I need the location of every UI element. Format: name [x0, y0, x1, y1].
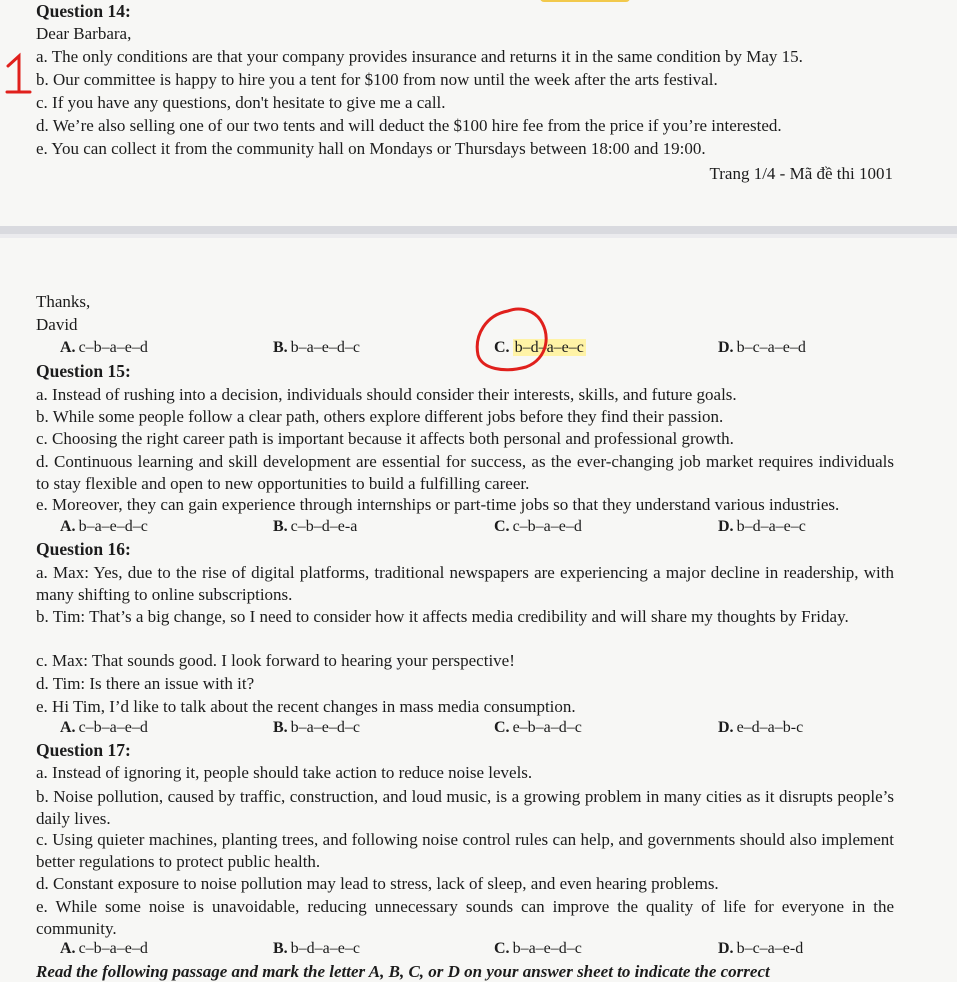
q17-line-e: e. While some noise is unavoidable, reducing unnecessary sounds can improve the quality of life for everyone in the community. — [36, 897, 894, 938]
q14-closing: Thanks, — [36, 292, 91, 311]
q16-line-c: c. Max: That sounds good. I look forward to hearing your perspective! — [36, 651, 515, 670]
q16-option-b[interactable] — [273, 719, 360, 737]
option-letter: A. — [60, 339, 76, 356]
option-letter: D. — [718, 339, 734, 356]
q16-option-a[interactable] — [60, 719, 148, 737]
option-text: b–c–a–e–d — [736, 339, 806, 356]
q17-option-c[interactable] — [494, 940, 582, 958]
q14-line-b: b. Our committee is happy to hire you a tent for $100 from now until the week after the arts festival. — [36, 70, 718, 89]
option-letter: A. — [60, 940, 76, 957]
option-text: c–b–a–e–d — [78, 339, 148, 356]
q17-line-c: c. Using quieter machines, planting trees, and following noise control rules can help, and governments should also implement better regulations to protect public health. — [36, 830, 894, 871]
top-highlight-mark — [540, 0, 630, 2]
q15-line-e: e. Moreover, they can gain experience through internships or part-time jobs so that they understand various industries. — [36, 495, 840, 514]
q15-line-b: b. While some people follow a clear path, others explore different jobs before they find their passion. — [36, 407, 724, 426]
option-text: c–b–a–e–d — [512, 518, 582, 535]
option-letter: B. — [273, 518, 288, 535]
q16-line-b: b. Tim: That’s a big change, so I need to consider how it affects media credibility and will share my thoughts by Friday. — [36, 607, 849, 626]
q15-line-c: c. Choosing the right career path is important because it affects both personal and professional growth. — [36, 429, 734, 448]
option-letter: D. — [718, 719, 734, 736]
q16-line-a: a. Max: Yes, due to the rise of digital platforms, traditional newspapers are experiencing a major decline in readership, with many shifting to online subscriptions. — [36, 563, 894, 604]
option-text: c–b–d–e-a — [290, 518, 358, 535]
q17-line-b: b. Noise pollution, caused by traffic, construction, and loud music, is a growing problem in many cities as it disrupts people’s daily lives. — [36, 787, 894, 828]
option-text: b–a–e–d–c — [78, 518, 148, 535]
q14-option-b[interactable] — [273, 339, 360, 357]
q15-option-b[interactable] — [273, 518, 357, 536]
option-letter: C. — [494, 339, 510, 356]
q17-line-d: d. Constant exposure to noise pollution may lead to stress, lack of sleep, and even hearing problems. — [36, 874, 719, 893]
page-footer: Trang 1/4 - Mã đề thi 1001 — [709, 164, 893, 183]
q16-option-c[interactable] — [494, 719, 582, 737]
q15-option-d[interactable] — [718, 518, 806, 536]
option-letter: C. — [494, 719, 510, 736]
option-letter: C. — [494, 940, 510, 957]
option-text: b–a–e–d–c — [290, 339, 360, 356]
option-letter: D. — [718, 518, 734, 535]
option-text: e–b–a–d–c — [512, 719, 582, 736]
option-text: b–d–a–e–c — [290, 940, 360, 957]
q15-line-d: d. Continuous learning and skill development are essential for success, as the ever-changing job market requires individuals to stay flexible and open to new opportunities to build a fulfilling career. — [36, 452, 894, 493]
q14-option-a[interactable] — [60, 339, 148, 357]
option-text: b–d–a–e–c — [514, 339, 584, 356]
option-letter: D. — [718, 940, 734, 957]
q14-line-e: e. You can collect it from the community hall on Mondays or Thursdays between 18:00 and 19:00. — [36, 139, 706, 158]
option-text: b–c–a–e-d — [736, 940, 804, 957]
option-letter: B. — [273, 719, 288, 736]
q17-option-a[interactable] — [60, 940, 148, 958]
q14-line-c: c. If you have any questions, don't hesitate to give me a call. — [36, 93, 446, 112]
q17-line-a: a. Instead of ignoring it, people should take action to reduce noise levels. — [36, 763, 533, 782]
q17-option-d[interactable] — [718, 940, 803, 958]
question-15-heading: Question 15: — [36, 361, 131, 381]
page-break-shadow — [0, 234, 957, 238]
question-17-heading: Question 17: — [36, 740, 131, 760]
reading-instruction: Read the following passage and mark the letter A, B, C, or D on your answer sheet to indicate the correct — [36, 962, 770, 981]
page-break-band — [0, 226, 957, 234]
q16-line-e: e. Hi Tim, I’d like to talk about the recent changes in mass media consumption. — [36, 697, 576, 716]
option-text: b–d–a–e–c — [736, 518, 806, 535]
option-text: b–a–e–d–c — [512, 940, 582, 957]
q14-signature: David — [36, 315, 78, 334]
question-14-heading: Question 14: — [36, 1, 131, 21]
q14-line-d: d. We’re also selling one of our two tents and will deduct the $100 hire fee from the price if you’re interested. — [36, 116, 782, 135]
option-text: c–b–a–e–d — [78, 719, 148, 736]
option-text: e–d–a–b-c — [736, 719, 804, 736]
q14-greeting: Dear Barbara, — [36, 24, 132, 43]
handwritten-number-annotation — [2, 52, 32, 96]
q14-option-d[interactable] — [718, 339, 806, 357]
option-letter: A. — [60, 518, 76, 535]
q16-option-d[interactable] — [718, 719, 803, 737]
question-16-heading: Question 16: — [36, 539, 131, 559]
answer-circle-annotation — [468, 303, 558, 375]
option-letter: B. — [273, 339, 288, 356]
option-letter: A. — [60, 719, 76, 736]
q16-line-d: d. Tim: Is there an issue with it? — [36, 674, 255, 693]
option-text: c–b–a–e–d — [78, 940, 148, 957]
option-letter: B. — [273, 940, 288, 957]
q17-option-b[interactable] — [273, 940, 360, 958]
option-letter: C. — [494, 518, 510, 535]
q15-option-c[interactable] — [494, 518, 582, 536]
option-text: b–a–e–d–c — [290, 719, 360, 736]
q14-line-a: a. The only conditions are that your company provides insurance and returns it in the same condition by May 15. — [36, 47, 803, 66]
q15-line-a: a. Instead of rushing into a decision, individuals should consider their interests, skills, and future goals. — [36, 385, 737, 404]
q15-option-a[interactable] — [60, 518, 148, 536]
